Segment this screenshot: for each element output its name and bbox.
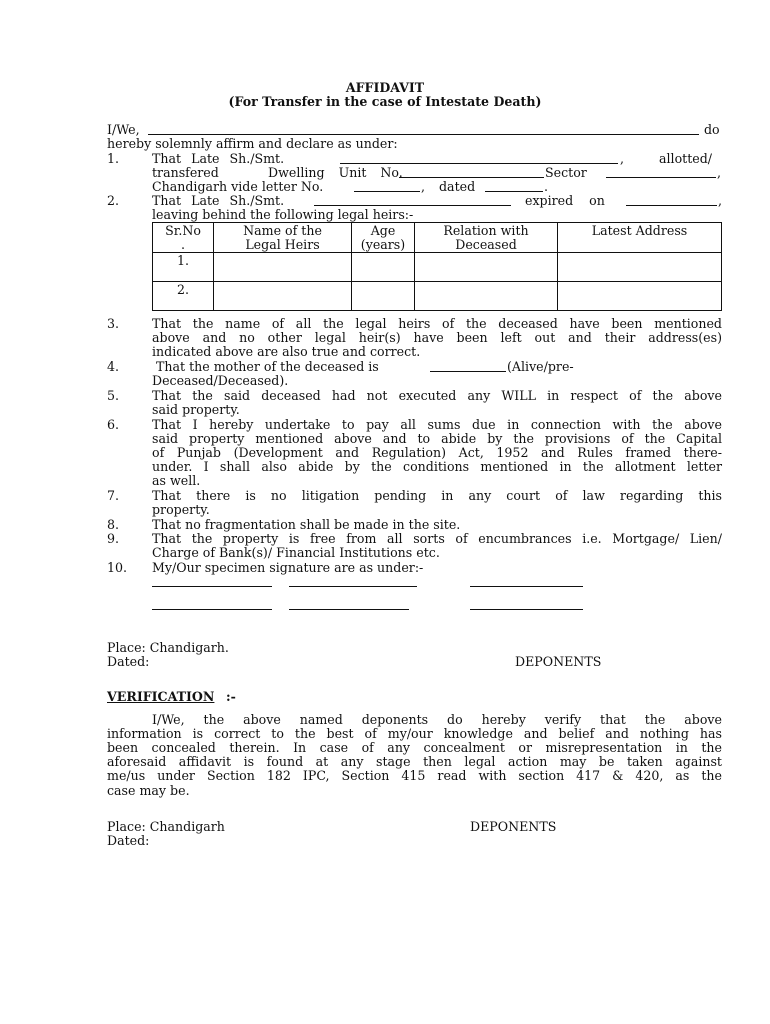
item5-line: said property. bbox=[152, 402, 240, 417]
item1-dwelling: Dwelling Unit No. bbox=[268, 165, 403, 180]
letter-no-line bbox=[354, 191, 420, 192]
verification-line: I/We, the above named deponents do hereby verify that the above bbox=[152, 712, 722, 727]
cell bbox=[415, 282, 558, 311]
signature-line bbox=[289, 586, 417, 587]
place-label: Place: Chandigarh. bbox=[107, 640, 229, 655]
item6-line: as well. bbox=[152, 473, 201, 488]
item3-line: That the name of all the legal heirs of the deceased have been mentioned bbox=[152, 316, 722, 331]
item2-that-late: That Late Sh./Smt. bbox=[152, 193, 285, 208]
signature-line bbox=[289, 609, 409, 610]
intro-line2: hereby solemnly affirm and declare as under: bbox=[107, 136, 398, 151]
item-number: 8. bbox=[107, 517, 120, 532]
verification-line: me/us under Section 182 IPC, Section 415 read with section 417 & 420, as the bbox=[107, 768, 722, 783]
table-row bbox=[153, 282, 722, 311]
item-number: 1. bbox=[107, 151, 120, 166]
dated-label: Dated: bbox=[107, 833, 150, 848]
verification-line: been concealed therein. In case of any concealment or misrepresentation in the bbox=[107, 740, 722, 755]
header-age: Age (years) bbox=[352, 223, 415, 253]
item-number: 3. bbox=[107, 316, 120, 331]
table-row bbox=[153, 253, 722, 282]
signature-line bbox=[152, 609, 272, 610]
intro-do: do bbox=[704, 122, 720, 137]
row-serial: 2. bbox=[153, 282, 214, 311]
header-relation: Relation with Deceased bbox=[415, 223, 558, 253]
dated-label: Dated: bbox=[107, 654, 150, 669]
header-name: Name of the Legal Heirs bbox=[214, 223, 352, 253]
item2-expired: expired on bbox=[525, 193, 605, 208]
verification-line: case may be. bbox=[107, 783, 190, 798]
item1-allotted: allotted/ bbox=[659, 151, 713, 166]
item10-line: My/Our specimen signature are as under:- bbox=[152, 560, 424, 575]
item8-line: That no fragmentation shall be made in the site. bbox=[152, 517, 461, 532]
name-blank-line bbox=[148, 134, 699, 135]
item7-line: property. bbox=[152, 502, 210, 517]
item3-line: indicated above are also true and correct. bbox=[152, 344, 421, 359]
sector-line bbox=[606, 177, 716, 178]
item7-line: That there is no litigation pending in any court of law regarding this bbox=[152, 488, 722, 503]
item6-line: of Punjab (Development and Regulation) Act, 1952 and Rules framed there- bbox=[152, 445, 722, 460]
item9-line: That the property is free from all sorts of encumbrances i.e. Mortgage/ Lien/ bbox=[152, 531, 722, 546]
item5-line: That the said deceased had not executed any WILL in respect of the above bbox=[152, 388, 722, 403]
verification-suffix: :- bbox=[226, 689, 236, 704]
signature-line bbox=[470, 609, 583, 610]
cell bbox=[415, 253, 558, 282]
cell bbox=[214, 253, 352, 282]
deponents-label: DEPONENTS bbox=[470, 819, 557, 834]
item4-line: (Alive/pre- bbox=[507, 359, 574, 374]
period: . bbox=[544, 179, 549, 194]
signature-line bbox=[470, 586, 583, 587]
signature-line bbox=[152, 586, 272, 587]
item3-line: above and no other legal heir(s) have been left out and their address(es) bbox=[152, 330, 722, 345]
item1-transfered: transfered bbox=[152, 165, 219, 180]
comma: , bbox=[717, 165, 722, 180]
item1-sector: Sector bbox=[545, 165, 587, 180]
item4-line: Deceased/Deceased). bbox=[152, 373, 289, 388]
item-number: 5. bbox=[107, 388, 120, 403]
intro-iwe: I/We, bbox=[107, 122, 140, 137]
item6-line: under. I shall also abide by the conditions mentioned in the allotment letter bbox=[152, 459, 722, 474]
comma: , bbox=[718, 193, 723, 208]
expired-date-line bbox=[626, 205, 717, 206]
item-number: 6. bbox=[107, 417, 120, 432]
item4-line: That the mother of the deceased is bbox=[152, 359, 383, 374]
header-address: Latest Address bbox=[558, 223, 722, 253]
item-number: 4. bbox=[107, 359, 120, 374]
table-header-row bbox=[153, 223, 722, 253]
item-number: 2. bbox=[107, 193, 120, 208]
item6-line: said property mentioned above and to abide by the provisions of the Capital bbox=[152, 431, 722, 446]
item1-dated: dated bbox=[439, 179, 476, 194]
dated-line bbox=[485, 191, 543, 192]
item-number: 9. bbox=[107, 531, 120, 546]
item-number: 10. bbox=[107, 560, 128, 575]
cell bbox=[558, 282, 722, 311]
item-number: 7. bbox=[107, 488, 120, 503]
cell bbox=[214, 282, 352, 311]
item2-leaving: leaving behind the following legal heirs:- bbox=[152, 207, 414, 222]
dwelling-unit-line bbox=[399, 177, 544, 178]
document-title: AFFIDAVIT bbox=[345, 80, 425, 95]
cell bbox=[558, 253, 722, 282]
verification-line: aforesaid affidavit is found at any stage then legal action may be taken against bbox=[107, 754, 722, 769]
verification-line: information is correct to the best of my/our knowledge and belief and nothing has bbox=[107, 726, 722, 741]
item1-chandigarh: Chandigarh vide letter No. bbox=[152, 179, 324, 194]
cell bbox=[352, 253, 415, 282]
legal-heirs-table bbox=[152, 222, 722, 311]
deceased-name-line bbox=[340, 163, 618, 164]
deponents-label: DEPONENTS bbox=[515, 654, 602, 669]
item6-line: That I hereby undertake to pay all sums due in connection with the above bbox=[152, 417, 722, 432]
verification-heading: VERIFICATION bbox=[107, 689, 215, 704]
row-serial: 1. bbox=[153, 253, 214, 282]
item9-line: Charge of Bank(s)/ Financial Institutions etc. bbox=[152, 545, 440, 560]
header-sr-no: Sr.No . bbox=[153, 223, 214, 253]
place-label: Place: Chandigarh bbox=[107, 819, 225, 834]
deceased-name-line-2 bbox=[314, 205, 511, 206]
document-subtitle: (For Transfer in the case of Intestate Death) bbox=[228, 94, 542, 109]
comma: , bbox=[620, 151, 625, 166]
comma: , bbox=[421, 179, 426, 194]
mother-status-line bbox=[430, 371, 506, 372]
item1-that-late: That Late Sh./Smt. bbox=[152, 151, 285, 166]
cell bbox=[352, 282, 415, 311]
